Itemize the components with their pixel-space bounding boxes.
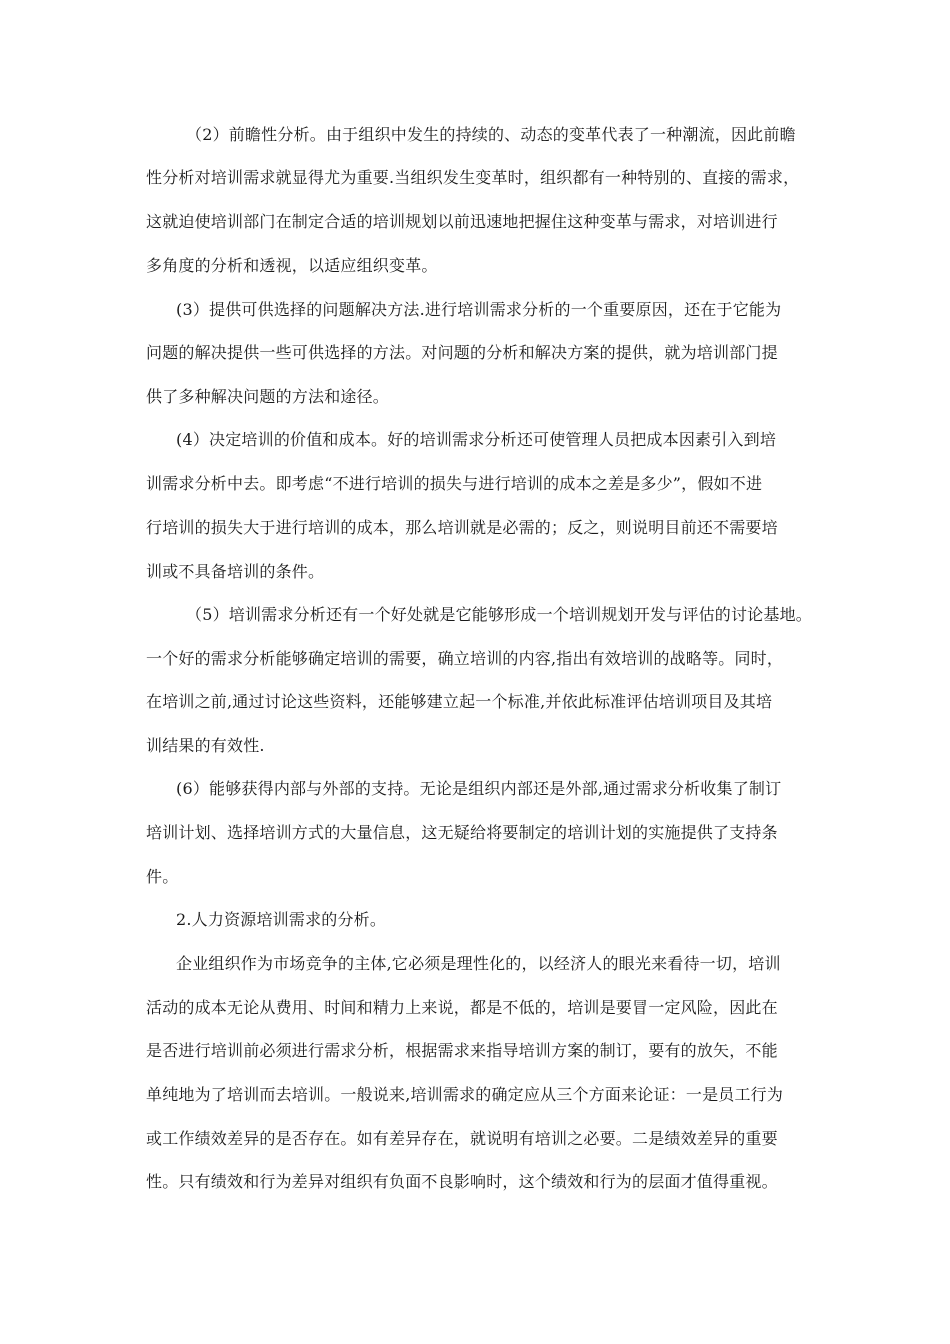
text-line: 训结果的有效性.	[146, 736, 265, 755]
section-heading: 2.人力资源培训需求的分析。	[176, 910, 387, 929]
text-line: 行培训的损失大于进行培训的成本，那么培训就是必需的；反之，则说明目前还不需要培	[146, 518, 778, 537]
text-line: （5）培训需求分析还有一个好处就是它能够形成一个培训规划开发与评估的讨论基地。	[186, 605, 812, 624]
text-line: 或工作绩效差异的是否存在。如有差异存在，就说明有培训之必要。二是绩效差异的重要	[146, 1129, 778, 1148]
text-line: 是否进行培训前必须进行需求分析，根据需求来指导培训方案的制订，要有的放矢，不能	[146, 1041, 778, 1060]
text-line: 件。	[146, 867, 179, 886]
text-line: (6）能够获得内部与外部的支持。无论是组织内部还是外部,通过需求分析收集了制订	[176, 779, 782, 798]
text-line: 训需求分析中去。即考虑“不进行培训的损失与进行培训的成本之差是多少”，假如不进	[146, 474, 763, 493]
text-line: （2）前瞻性分析。由于组织中发生的持续的、动态的变革代表了一种潮流，因此前瞻	[186, 125, 796, 144]
text-line: 性分析对培训需求就显得尤为重要.当组织发生变革时，组织都有一种特别的、直接的需求，	[146, 168, 800, 187]
text-line: 供了多种解决问题的方法和途径。	[146, 387, 390, 406]
text-line: 活动的成本无论从费用、时间和精力上来说，都是不低的，培训是要冒一定风险，因此在	[146, 998, 778, 1017]
text-line: 性。只有绩效和行为差异对组织有负面不良影响时，这个绩效和行为的层面才值得重视。	[146, 1172, 778, 1191]
text-line: (4）决定培训的价值和成本。好的培训需求分析还可使管理人员把成本因素引入到培	[176, 430, 777, 449]
text-line: 培训计划、选择培训方式的大量信息，这无疑给将要制定的培训计划的实施提供了支持条	[146, 823, 778, 842]
text-line: 多角度的分析和透视，以适应组织变革。	[146, 256, 438, 275]
text-line: (3）提供可供选择的问题解决方法.进行培训需求分析的一个重要原因，还在于它能为	[176, 300, 782, 319]
text-line: 问题的解决提供一些可供选择的方法。对问题的分析和解决方案的提供，就为培训部门提	[146, 343, 778, 362]
text-line: 在培训之前,通过讨论这些资料，还能够建立起一个标准,并依此标准评估培训项目及其培	[146, 692, 773, 711]
text-line: 一个好的需求分析能够确定培训的需要，确立培训的内容,指出有效培训的战略等。同时，	[146, 649, 784, 668]
text-line: 这就迫使培训部门在制定合适的培训规划以前迅速地把握住这种变革与需求，对培训进行	[146, 212, 778, 231]
text-line: 企业组织作为市场竞争的主体,它必须是理性化的，以经济人的眼光来看待一切，培训	[176, 954, 781, 973]
text-line: 训或不具备培训的条件。	[146, 562, 325, 581]
text-line: 单纯地为了培训而去培训。一般说来,培训需求的确定应从三个方面来论证：一是员工行为	[146, 1085, 784, 1104]
